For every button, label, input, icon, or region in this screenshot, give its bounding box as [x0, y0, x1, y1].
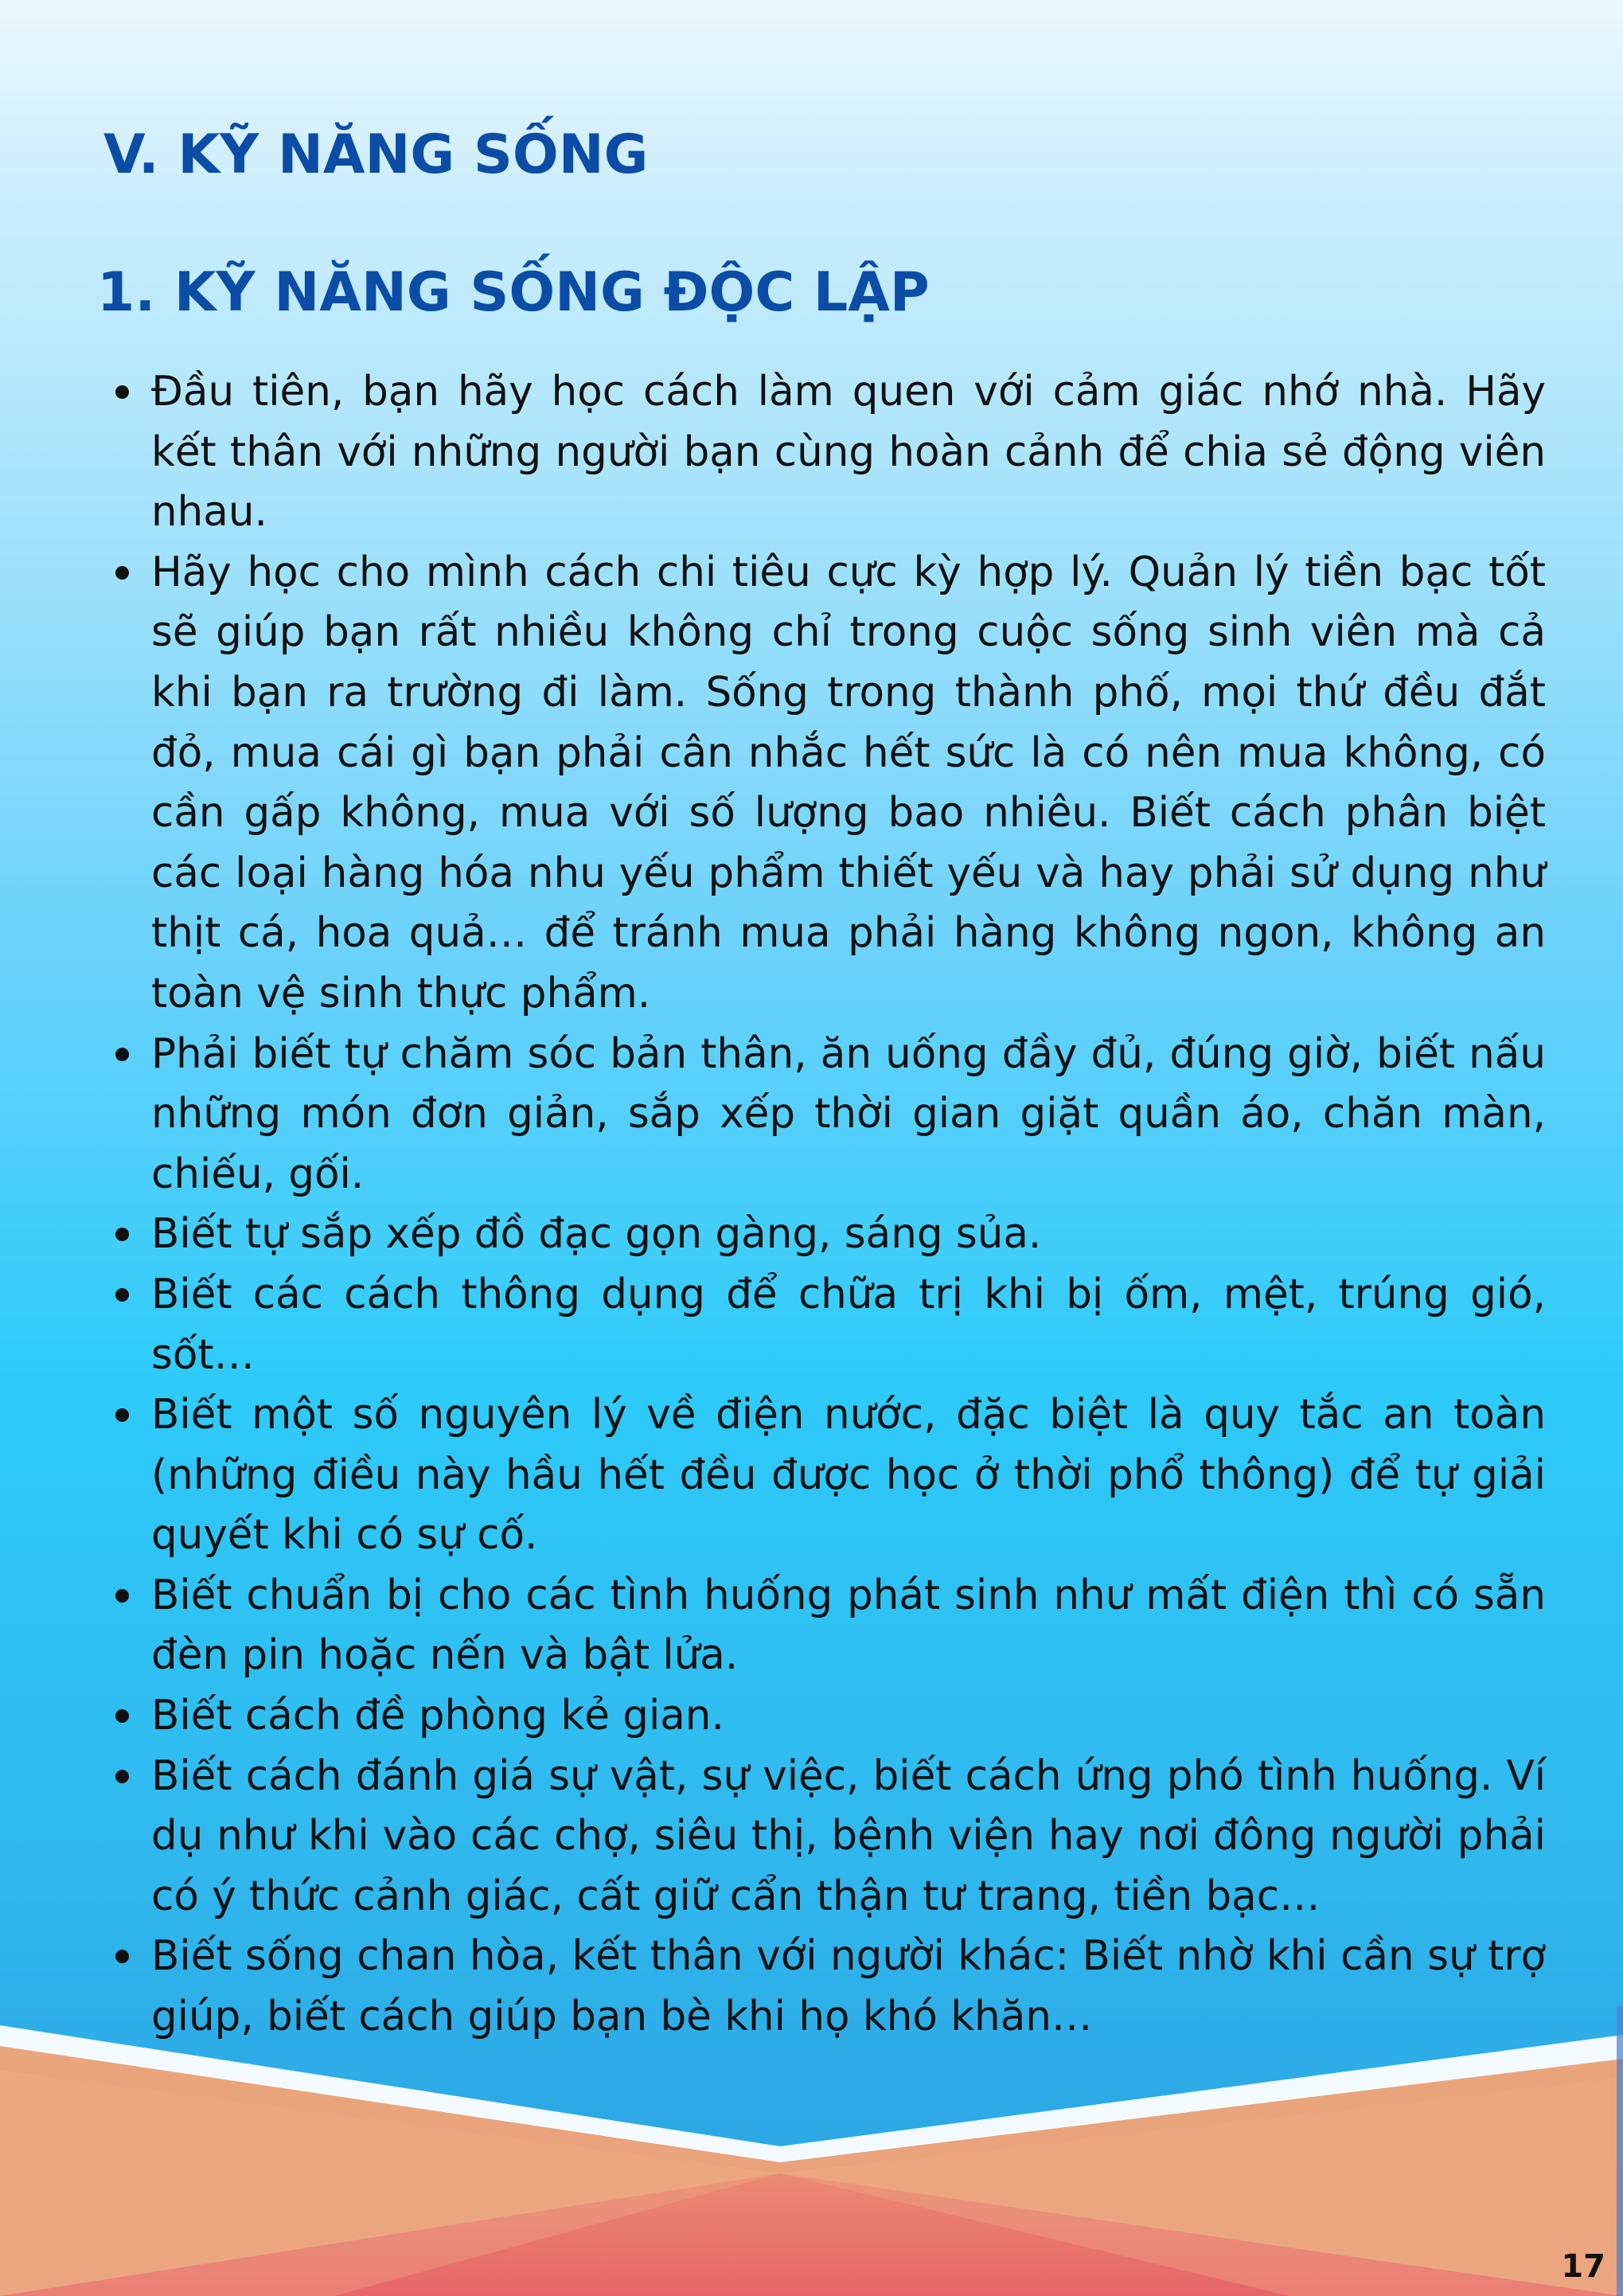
- bullet-icon: [115, 1408, 129, 1422]
- list-item-text: Biết sống chan hòa, kết thân với người khác: Biết nhờ khi cần sự trợ giúp, biết cách giúp bạn bè khi họ khó khăn…: [151, 1932, 1546, 2041]
- bullet-icon: [115, 566, 129, 580]
- list-item-text: Biết các cách thông dụng để chữa trị khi bị ốm, mệt, trúng gió, sốt…: [151, 1270, 1546, 1379]
- bullet-icon: [115, 385, 129, 399]
- footer-edge-stripe: [1617, 2006, 1623, 2296]
- bullet-icon: [115, 1048, 129, 1061]
- list-item-text: Biết cách đề phòng kẻ gian.: [151, 1692, 724, 1740]
- list-item: [151, 1265, 1546, 1385]
- bullet-icon: [115, 1950, 129, 1963]
- list-item: [151, 1025, 1546, 1205]
- footer-decoration: [0, 2006, 1623, 2296]
- list-item: [151, 1205, 1546, 1265]
- life-skills-list: [151, 362, 1546, 2048]
- list-item-text: Biết tự sắp xếp đồ đạc gọn gàng, sáng sủa.: [151, 1210, 1042, 1259]
- list-item-text: Hãy học cho mình cách chi tiêu cực kỳ hợp lý. Quản lý tiền bạc tốt sẽ giúp bạn rất nhiều không chỉ trong cuộc sống sinh viên mà cả khi bạn ra trường đi làm. Sống trong thành phố, mọi thứ đều đắt đỏ, mua cái gì bạn phải cân nhắc hết sức là có nên mua không, có cần gấp không, mua với số lượng bao nhiêu. Biết cách phân biệt các loại hàng hóa nhu yếu phẩm thiết yếu và hay phải sử dụng như thịt cá, hoa quả… để tránh mua phải hàng không ngon, không an toàn vệ sinh thực phẩm.: [151, 548, 1546, 1017]
- subsection-title: 1. KỸ NĂNG SỐNG ĐỘC LẬP: [97, 261, 930, 324]
- bullet-icon: [115, 1288, 129, 1302]
- list-item-text: Biết chuẩn bị cho các tình huống phát sinh như mất điện thì có sẵn đèn pin hoặc nến và bật lửa.: [151, 1571, 1546, 1680]
- bullet-icon: [115, 1228, 129, 1241]
- bullet-icon: [115, 1589, 129, 1603]
- list-item: [151, 1747, 1546, 1927]
- list-item: [151, 362, 1546, 543]
- page-number: 17: [1561, 2248, 1605, 2285]
- section-title: V. KỸ NĂNG SỐNG: [103, 123, 649, 186]
- list-item: [151, 1566, 1546, 1686]
- list-item-text: Biết một số nguyên lý về điện nước, đặc biệt là quy tắc an toàn (những điều này hầu hết đều được học ở thời phổ thông) để tự giải quyết khi có sự cố.: [151, 1391, 1546, 1560]
- list-item-text: Đầu tiên, bạn hãy học cách làm quen với cảm giác nhớ nhà. Hãy kết thân với những người bạn cùng hoàn cảnh để chia sẻ động viên nhau.: [151, 368, 1546, 537]
- list-item-text: Phải biết tự chăm sóc bản thân, ăn uống đầy đủ, đúng giờ, biết nấu những món đơn giản, sắp xếp thời gian giặt quần áo, chăn màn, chiếu, gối.: [151, 1029, 1546, 1198]
- bullet-icon: [115, 1709, 129, 1723]
- list-item: [151, 1385, 1546, 1566]
- bullet-icon: [115, 1770, 129, 1783]
- list-item: [151, 1686, 1546, 1747]
- list-item-text: Biết cách đánh giá sự vật, sự việc, biết cách ứng phó tình huống. Ví dụ như khi vào các chợ, siêu thị, bệnh viện hay nơi đông người phải có ý thức cảnh giác, cất giữ cẩn thận tư trang, tiền bạc…: [151, 1751, 1546, 1920]
- list-item: [151, 543, 1546, 1025]
